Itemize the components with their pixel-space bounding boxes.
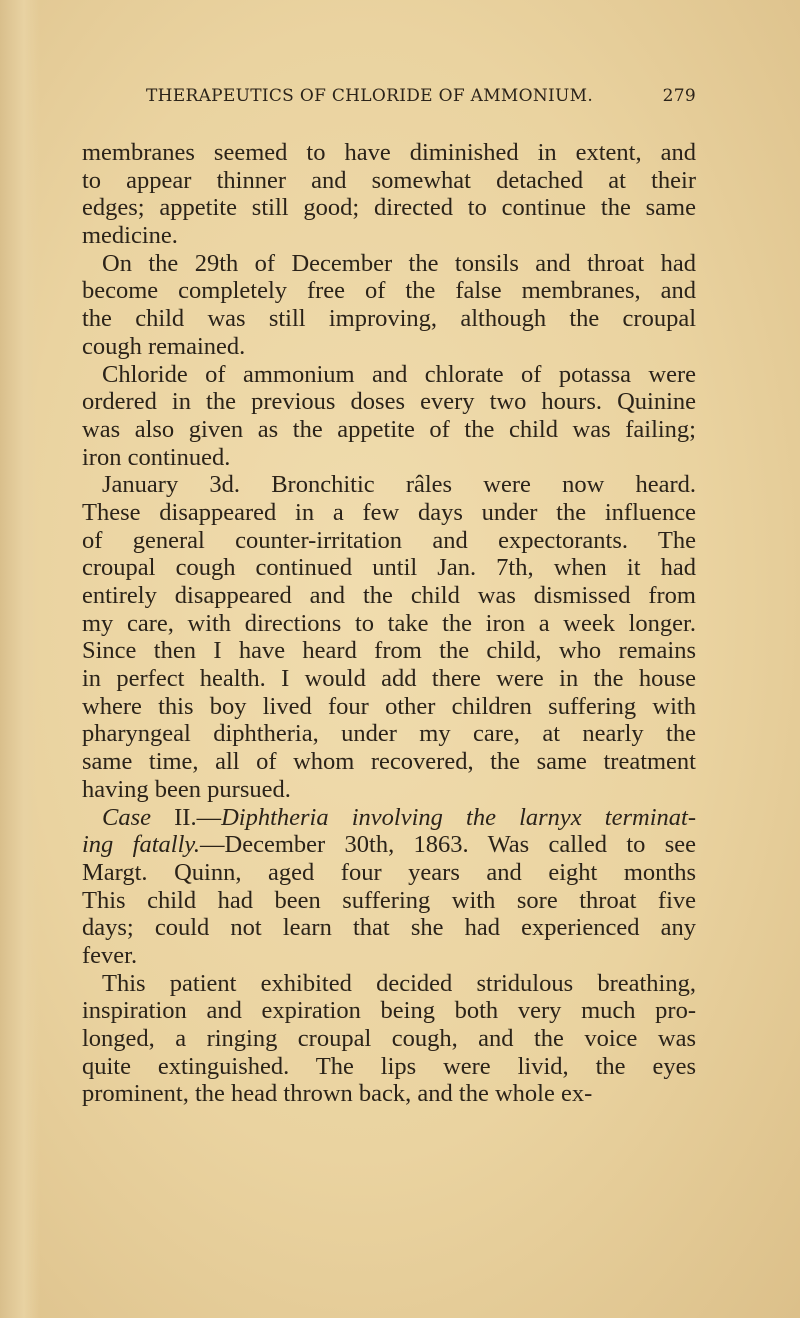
- text-line: [82, 1080, 696, 1108]
- page-number: 279: [662, 86, 696, 106]
- page-edge-shadow: [0, 0, 40, 1318]
- text-line: [82, 776, 696, 804]
- text-span: to appear thinner and somewhat detached at their: [82, 166, 696, 194]
- text-span: Margt. Quinn, aged four years and eight months: [82, 858, 696, 886]
- italic-text: Case: [102, 803, 151, 831]
- text-line: [82, 361, 696, 389]
- text-line: [82, 222, 696, 250]
- text-line: [82, 804, 696, 832]
- text-span: inspiration and expiration being both very much pro-: [82, 997, 696, 1025]
- text-span: II.—: [151, 803, 222, 831]
- text-span: days; could not learn that she had experienced any: [82, 914, 696, 942]
- text-span: This child had been suffering with sore throat five: [82, 886, 696, 914]
- text-span: croupal cough continued until Jan. 7th, when it had: [82, 554, 696, 582]
- text-span: quite extinguished. The lips were livid, the eyes: [82, 1052, 696, 1080]
- text-line: [82, 997, 696, 1025]
- italic-text: Diphtheria involving the larnyx terminat-: [221, 803, 696, 831]
- paragraph: [82, 804, 696, 970]
- text-span: entirely disappeared and the child was dismissed from: [82, 582, 696, 609]
- paragraph: [82, 139, 696, 250]
- running-header: [146, 86, 696, 106]
- text-span: pharyngeal diphtheria, under my care, at nearly the: [82, 720, 696, 748]
- text-line: [82, 554, 696, 582]
- paragraph: [82, 970, 696, 1108]
- paragraph: [82, 471, 696, 803]
- text-span: where this boy lived four other children suffering with: [82, 692, 696, 720]
- text-line: [82, 277, 696, 305]
- text-span: iron continued.: [82, 443, 231, 471]
- text-span: in perfect health. I would add there were in the house: [82, 665, 696, 693]
- text-line: [82, 859, 696, 887]
- text-span: —December 30th, 1863. Was called to see: [200, 831, 696, 859]
- text-line: [82, 582, 696, 610]
- text-span: edges; appetite still good; directed to continue the same: [82, 194, 696, 222]
- body-text: [82, 139, 696, 1108]
- text-span: fever.: [82, 941, 138, 969]
- paragraph: [82, 361, 696, 472]
- text-line: [82, 444, 696, 472]
- text-line: [82, 333, 696, 361]
- text-line: [82, 942, 696, 970]
- text-line: [82, 610, 696, 638]
- text-span: of general counter-irritation and expectorants. The: [82, 526, 696, 554]
- text-span: Since then I have heard from the child, who remains: [82, 637, 696, 665]
- text-line: [82, 970, 696, 998]
- text-line: [82, 887, 696, 915]
- text-line: [82, 693, 696, 721]
- text-span: January 3d. Bronchitic râles were now heard.: [102, 471, 696, 499]
- text-span: the child was still improving, although the croupal: [82, 305, 696, 333]
- text-line: [82, 471, 696, 499]
- text-line: [82, 167, 696, 195]
- text-line: [82, 637, 696, 665]
- text-span: become completely free of the false membranes, and: [82, 277, 696, 305]
- text-span: same time, all of whom recovered, the same treatment: [82, 748, 696, 776]
- text-span: my care, with directions to take the iron a week longer.: [82, 609, 696, 637]
- running-title: THERAPEUTICS OF CHLORIDE OF AMMONIUM.: [146, 86, 594, 106]
- text-line: [82, 720, 696, 748]
- italic-text: ing fatally.: [82, 831, 201, 859]
- text-span: These disappeared in a few days under the influence: [82, 498, 696, 526]
- text-line: [82, 914, 696, 942]
- text-span: ordered in the previous doses every two hours. Quinine: [82, 388, 696, 416]
- text-line: [82, 416, 696, 444]
- text-line: [82, 831, 696, 859]
- text-span: membranes seemed to have diminished in extent, and: [82, 139, 696, 166]
- text-line: [82, 527, 696, 555]
- text-line: [82, 748, 696, 776]
- paragraph: [82, 250, 696, 361]
- text-line: [82, 1025, 696, 1053]
- text-span: This patient exhibited decided stridulous breathing,: [102, 969, 696, 997]
- text-span: medicine.: [82, 222, 178, 250]
- text-line: [82, 499, 696, 527]
- text-line: [82, 139, 696, 167]
- text-span: was also given as the appetite of the child was failing;: [82, 415, 696, 443]
- text-span: prominent, the head thrown back, and the whole ex-: [82, 1080, 593, 1108]
- text-line: [82, 665, 696, 693]
- text-span: longed, a ringing croupal cough, and the voice was: [82, 1025, 696, 1052]
- text-line: [82, 1053, 696, 1081]
- text-line: [82, 250, 696, 278]
- text-span: On the 29th of December the tonsils and throat had: [102, 249, 696, 277]
- text-line: [82, 194, 696, 222]
- text-span: Chloride of ammonium and chlorate of potassa were: [102, 360, 696, 388]
- text-span: having been pursued.: [82, 775, 291, 803]
- text-line: [82, 388, 696, 416]
- text-span: cough remained.: [82, 332, 246, 360]
- text-line: [82, 305, 696, 333]
